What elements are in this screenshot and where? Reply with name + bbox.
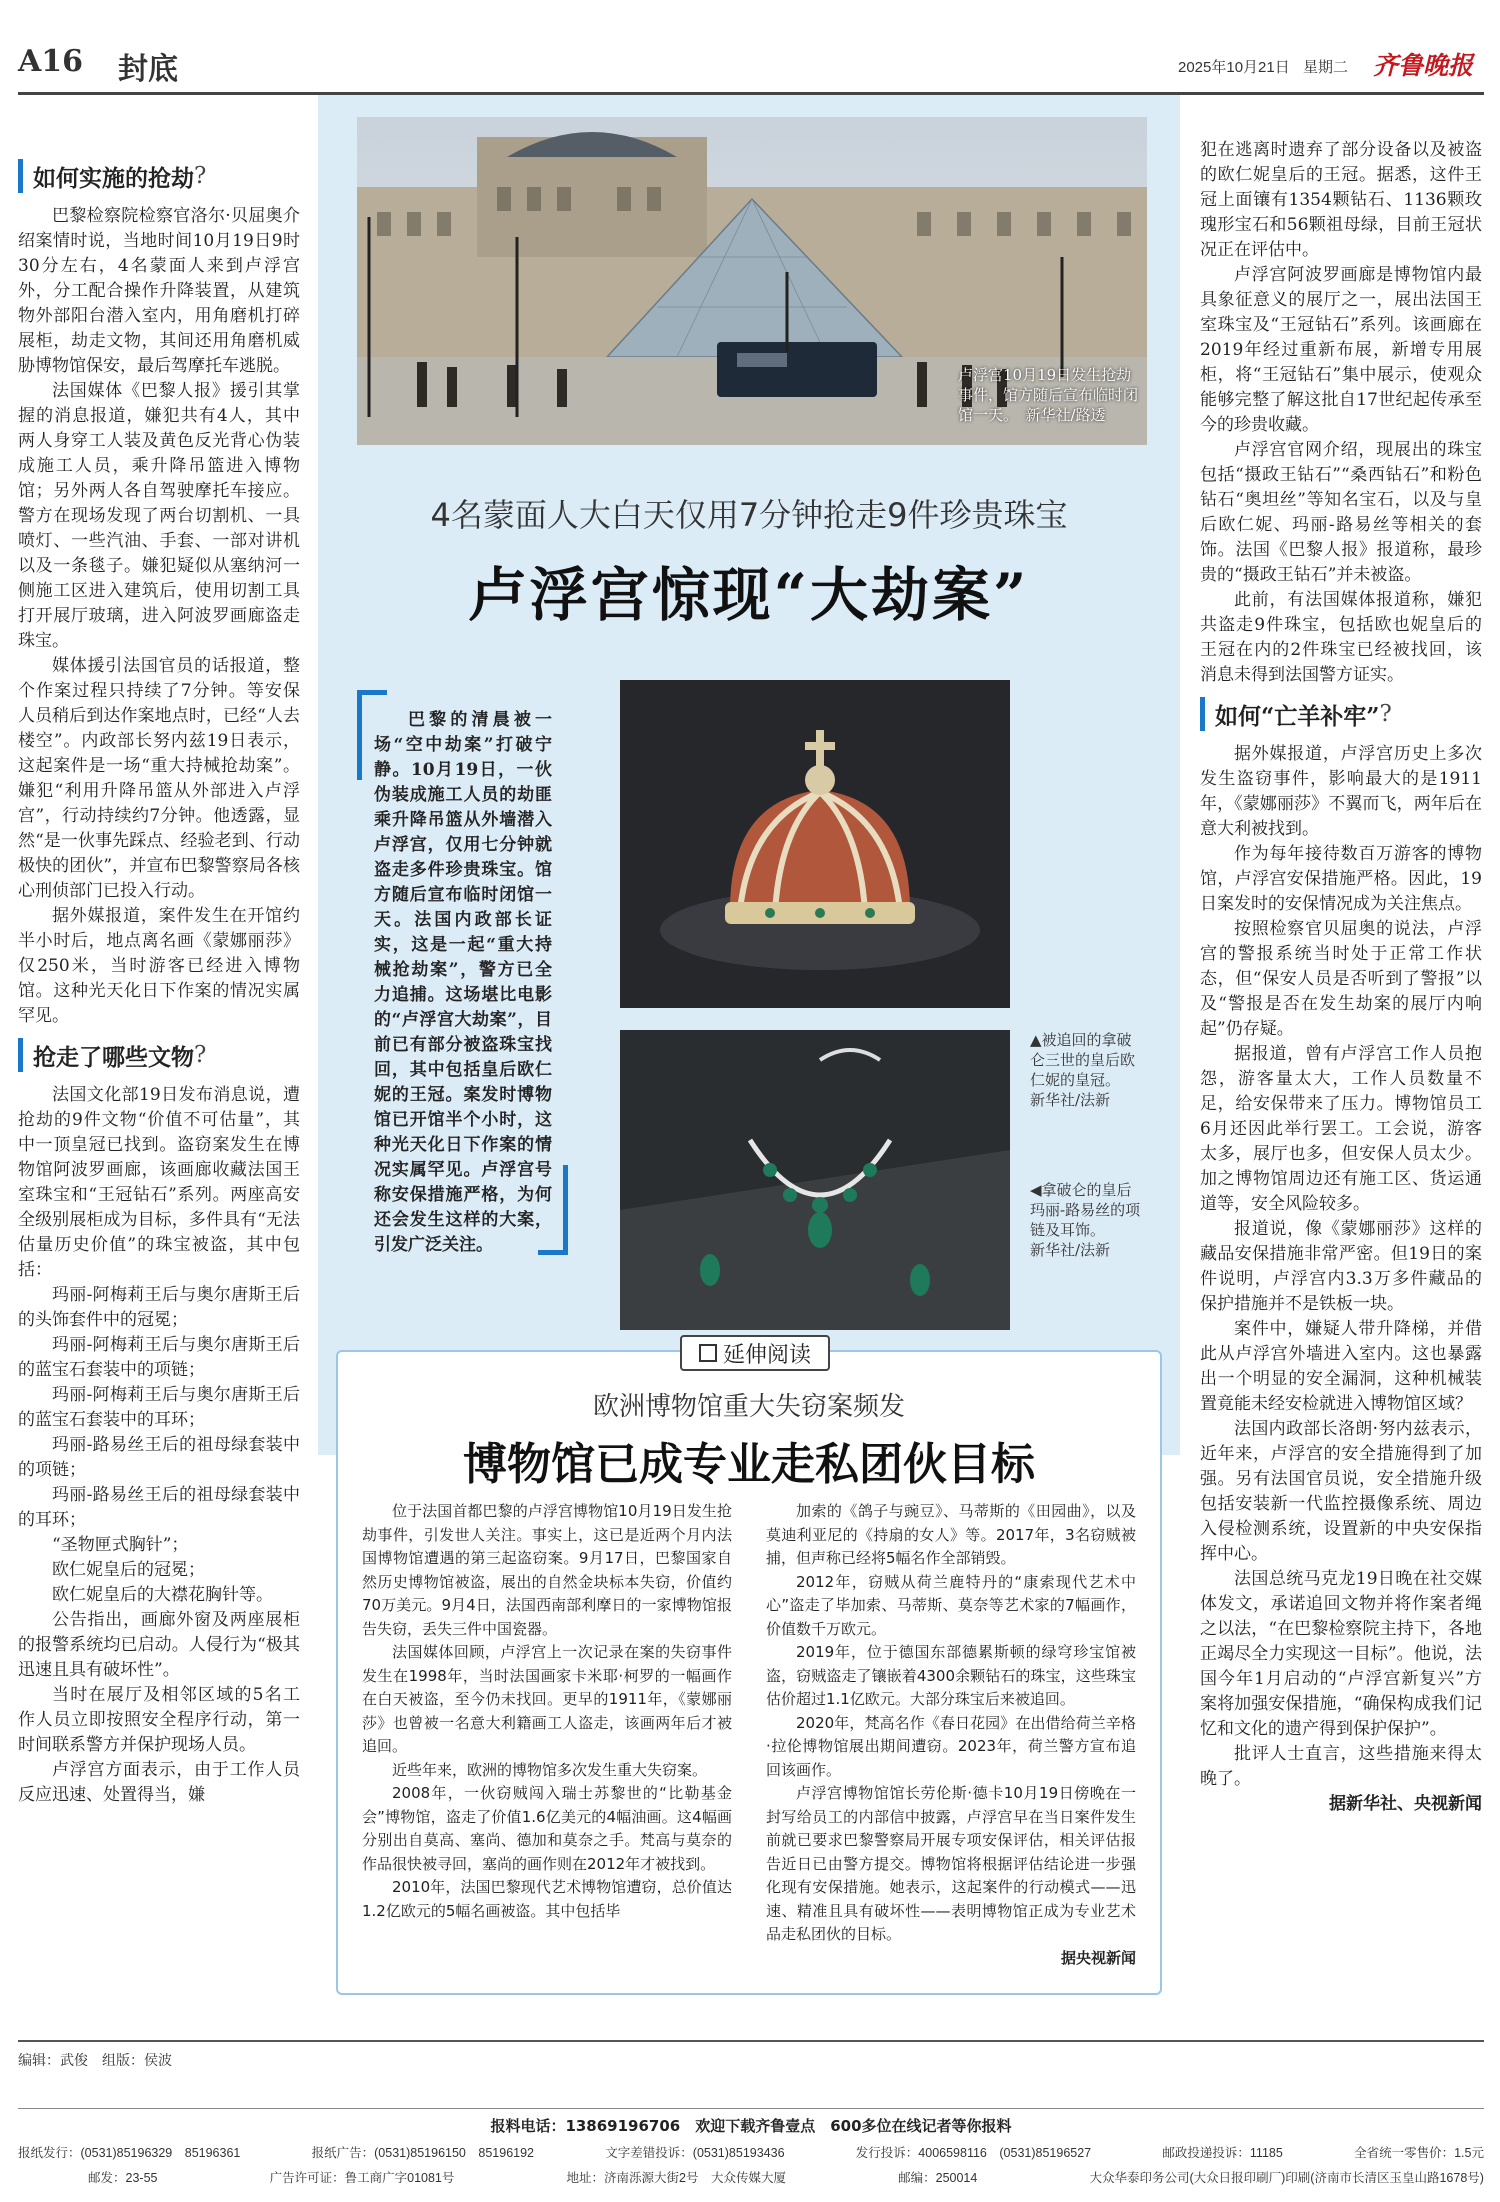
ext-source: 据央视新闻	[1060, 1948, 1136, 1967]
footer-row-1	[18, 2143, 1484, 2161]
footer-item: 邮政投递投诉：11185	[1162, 2146, 1283, 2160]
headline-title: 卢浮宫惊现“大劫案”	[468, 561, 1030, 629]
footer-item: 大众华泰印务公司(大众日报印刷厂)印刷(济南市长清区玉皇山路1678号)	[1089, 2171, 1484, 2185]
footer-rule-top	[18, 2040, 1484, 2042]
lead-frame-left	[357, 690, 362, 780]
footer-item: 报纸广告：(0531)85196150 85196192	[311, 2146, 535, 2160]
section-heading-remedy: 如何“亡羊补牢” ?	[1200, 694, 1482, 734]
ext-paragraph: 法国媒体回顾，卢浮宫上一次记录在案的失窃事件发生在1998年，当时法国画家卡米耶·柯罗的一幅画作在白天被盗，至今仍未找回。更早的1911年，《蒙娜丽莎》也曾被一名意大利籍画工人盗走，该画两年后才被追回。	[362, 1643, 732, 1755]
crown-caption-credit: 新华社/法新	[1030, 1091, 1111, 1109]
footer-item: 邮编：250014	[898, 2171, 978, 2185]
paragraph: 公告指出，画廊外窗及两座展柜的报警系统均已启动。人侵行为“极其迅速且具有破坏性”。	[18, 1610, 300, 1680]
ext-paragraph: 2019年，位于德国东部德累斯顿的绿穹珍宝馆被盗，窃贼盗走了镶嵌着4300余颗钻石的珠宝，这些珠宝估价超过1.1亿欧元。大部分珠宝后来被追回。	[766, 1643, 1136, 1708]
paragraph: “圣物匣式胸针”；	[52, 1535, 189, 1555]
footer-editors: 编辑：武俊 组版：侯波	[18, 2052, 172, 2068]
section-heading-text: 如何“亡羊补牢”	[1215, 702, 1380, 730]
footer-item: 发行投诉：4006598116 (0531)85196527	[855, 2146, 1092, 2160]
lead-frame-right	[563, 1165, 568, 1255]
page-header	[18, 40, 1484, 90]
paragraph: 当时在展厅及相邻区域的5名工作人员立即按照安全程序行动，第一时间联系警方并保护现场人员。	[18, 1685, 300, 1755]
paragraph: 案件中，嫌疑人带升降梯，并借此从卢浮宫外墙进入室内。这也暴露出一个明显的安全漏洞，这种机械装置竟能未经安检就进入博物馆区域？	[1200, 1319, 1482, 1414]
paragraph: 欧仁妮皇后的冠冕；	[52, 1560, 205, 1580]
left-column	[18, 150, 300, 2030]
ext-paragraph: 2010年，法国巴黎现代艺术博物馆遭窃，总价值达1.2亿欧元的5幅名画被盗。其中包括毕	[362, 1878, 732, 1920]
right-column	[1200, 138, 1482, 2038]
paragraph: 据报道，曾有卢浮宫工作人员抱怨，游客量太大，工作人员数量不足，给安保带来了压力。博物馆员工6月还因此举行罢工。工会说，游客太多，展厅也多，但安保人员太少。加之博物馆周边还有施工区、货运通道等，安全风险较多。	[1200, 1044, 1482, 1214]
paragraph: 作为每年接待数百万游客的博物馆，卢浮宫安保措施严格。因此，19日案发时的安保情况成为关注焦点。	[1200, 844, 1482, 914]
footer-item: 广告许可证：鲁工商广字01081号	[269, 2171, 455, 2185]
section-heading-text: 抢走了哪些文物	[33, 1043, 194, 1071]
crown-caption	[1030, 1030, 1145, 1110]
paragraph: 卢浮宫阿波罗画廊是博物馆内最具象征意义的展厅之一，展出法国王室珠宝及“王冠钻石”系列。该画廊在2019年经过重新布展，新增专用展柜，将“王冠钻石”集中展示，使观众能够完整了解这批自17世纪起传承至今的珍贵收藏。	[1200, 265, 1482, 435]
lead-frame-top	[357, 690, 387, 695]
paragraph: 法国总统马克龙19日晚在社交媒体发文，承诺追回文物并将作案者绳之以法，“在巴黎检察院主持下，各地正竭尽全力实现这一目标”。他说，法国今年1月启动的“卢浮宫新复兴”方案将加强安保措施，“确保构成我们记忆和文化的遗产得到保护保护”。	[1200, 1569, 1482, 1739]
headline-subtitle: 4名蒙面人大白天仅用7分钟抢走9件珍贵珠宝	[430, 496, 1068, 534]
ext-paragraph: 2012年，窃贼从荷兰鹿特丹的“康索现代艺术中心”盗走了毕加索、马蒂斯、莫奈等艺术家的7幅画作，价值数千万欧元。	[766, 1572, 1136, 1638]
footer-item: 邮发：23-55	[88, 2171, 158, 2185]
paragraph: 据外媒报道，卢浮宫历史上多次发生盗窃事件，影响最大的是1911年，《蒙娜丽莎》不翼而飞，两年后在意大利被找到。	[1200, 744, 1482, 839]
footer-rule	[18, 2108, 1484, 2109]
paragraph: 按照检察官贝屈奥的说法，卢浮宫的警报系统当时处于正常工作状态，但“保安人员是否听到了警报”以及“警报是否在发生劫案的展厅内响起”仍存疑。	[1200, 919, 1482, 1039]
crown-photo	[620, 680, 1010, 1008]
paragraph: 犯在逃离时遗弃了部分设备以及被盗的欧仁妮皇后的王冠。据悉，这件王冠上面镶有1354颗钻石、1136颗玫瑰形宝石和56颗祖母绿，目前王冠状况正在评估中。	[1200, 140, 1482, 260]
paragraph: 报道说，像《蒙娜丽莎》这样的藏品安保措施非常严密。但19日的案件说明，卢浮宫内3.3万多件藏品的保护措施并不是铁板一块。	[1200, 1219, 1482, 1314]
paragraph: 欧仁妮皇后的大襟花胸针等。	[52, 1585, 273, 1605]
extended-tag-label: 延伸阅读	[722, 1342, 811, 1368]
paragraph: 批评人士直言，这些措施来得太晚了。	[1200, 1744, 1482, 1789]
extended-col-1	[362, 1500, 732, 1923]
footer-item: 地址：济南泺源大街2号 大众传媒大厦	[566, 2171, 786, 2185]
footer-item: 全省统一零售价：1.5元	[1354, 2146, 1484, 2160]
newspaper-logo: 齐鲁晚报	[1373, 51, 1474, 80]
section-heading-what: 抢走了哪些文物 ?	[18, 1035, 300, 1075]
footer-row-2	[18, 2168, 1484, 2186]
paragraph: 玛丽-阿梅莉王后与奥尔唐斯王后的头饰套件中的冠冕；	[18, 1285, 300, 1330]
heading-bar	[1200, 697, 1205, 731]
lead-paragraph	[374, 708, 552, 1258]
necklace-caption	[1030, 1180, 1145, 1260]
footer-item: 文字差错投诉：(0531)85193436	[605, 2146, 785, 2160]
ext-paragraph: 2020年，梵高名作《春日花园》在出借给荷兰辛格·拉伦博物馆展出期间遭窃。2023年，荷兰警方宣布追回该画作。	[766, 1713, 1136, 1779]
ext-paragraph: 近些年来，欧洲的博物馆多次发生重大失窃案。	[392, 1760, 708, 1779]
ext-paragraph: 卢浮宫博物馆馆长劳伦斯·德卡10月19日傍晚在一封写给员工的内部信中披露，卢浮宫早在当日案件发生前就已要求巴黎警察局开展专项安保评估，相关评估报告近日已由警方提交。博物馆将根据评估结论进一步强化现有安保措施。她表示，这起案件的行动模式——迅速、精准且具有破坏性——表明博物馆正成为专业艺术品走私团伙的目标。	[766, 1784, 1136, 1943]
paragraph: 法国媒体《巴黎人报》援引其掌握的消息报道，嫌犯共有4人，其中两人身穿工人装及黄色反光背心伪装成施工人员，乘升降吊篮进入博物馆；另外两人各自驾驶摩托车接应。警方在现场发现了两台切割机、一具喷灯、一些汽油、手套、一部对讲机以及一条毯子。嫌犯疑似从塞纳河一侧施工区进入建筑后，使用切割工具打开展厅玻璃，进入阿波罗画廊盗走珠宝。	[18, 381, 300, 651]
paragraph: 此前，有法国媒体报道称，嫌犯共盗走9件珠宝，包括欧也妮皇后的王冠在内的2件珠宝已经被找回，该消息未得到法国警方证实。	[1200, 590, 1482, 685]
page-number: A16	[18, 44, 84, 79]
heading-bar	[18, 1038, 23, 1072]
paragraph: 玛丽-路易丝王后的祖母绿套装中的耳环；	[18, 1485, 300, 1530]
paragraph: 法国内政部长洛朗·努内兹表示，近年来，卢浮宫的安全措施得到了加强。另有法国官员说，安全措施升级包括安装新一代监控摄像系统、周边入侵检测系统，设置新的中央安保指挥中心。	[1200, 1419, 1482, 1564]
section-heading-how: 如何实施的抢劫 ?	[18, 156, 300, 196]
extended-subtitle: 欧洲博物馆重大失窃案频发	[592, 1392, 905, 1422]
top-photo-caption: 卢浮宫10月19日发生抢劫事件，馆方随后宣布临时闭馆一天。 新华社/路透	[958, 366, 1139, 424]
paragraph: 巴黎检察院检察官洛尔·贝屈奥介绍案情时说，当地时间10月19日9时30分左右，4名蒙面人来到卢浮宫外，分工配合操作升降装置，从建筑物外部阳台潜入室内，用角磨机打碎展柜，劫走文物，其间还用角磨机威胁博物馆保安，最后驾摩托车逃脱。	[18, 206, 300, 376]
paragraph: 玛丽-阿梅莉王后与奥尔唐斯王后的蓝宝石套装中的耳环；	[18, 1385, 300, 1430]
heading-bar	[18, 159, 23, 193]
paragraph: 卢浮宫方面表示，由于工作人员反应迅速、处置得当，嫌	[18, 1760, 300, 1805]
section-heading-text: 如何实施的抢劫	[33, 164, 194, 192]
necklace-caption-credit: 新华社/法新	[1030, 1241, 1111, 1259]
paragraph: 媒体援引法国官员的话报道，整个作案过程只持续了7分钟。等安保人员稍后到达作案地点时，已经“人去楼空”。内政部长努内兹19日表示，这起案件是一场“重大持械抢劫案”。嫌犯“利用升降吊篮从外部进入卢浮宫”，行动持续约7分钟。他透露，显然“是一伙事先踩点、经验老到、行动极快的团伙”，并宣布巴黎警察局各核心刑侦部门已投入行动。	[18, 656, 300, 901]
ext-paragraph: 加索的《鸽子与豌豆》、马蒂斯的《田园曲》，以及莫迪利亚尼的《持扇的女人》等。2017年，3名窃贼被捕，但声称已经将5幅名作全部销毁。	[766, 1502, 1136, 1567]
paragraph: 卢浮宫官网介绍，现展出的珠宝包括“摄政王钻石”“桑西钻石”和粉色钻石“奥坦丝”等知名宝石，以及与皇后欧仁妮、玛丽-路易丝等相关的套饰。法国《巴黎人报》报道称，最珍贵的“摄政王钻石”并未被盗。	[1200, 440, 1482, 585]
ext-paragraph: 位于法国首都巴黎的卢浮宫博物馆10月19日发生抢劫事件，引发世人关注。事实上，这已是近两个月内法国博物馆遭遇的第三起盗窃案。9月17日，巴黎国家自然历史博物馆被盗，展出的自然金块标本失窃，价值约70万美元。9月4日，法国西南部利摩日的一家博物馆报告失窃，丢失三件中国瓷器。	[362, 1502, 732, 1638]
extended-tag	[680, 1335, 830, 1371]
section-name: 封底	[118, 52, 178, 87]
paragraph: 玛丽-路易丝王后的祖母绿套装中的项链；	[18, 1435, 300, 1480]
weekday: 星期二	[1303, 59, 1349, 76]
paragraph: 玛丽-阿梅莉王后与奥尔唐斯王后的蓝宝石套装中的项链；	[18, 1335, 300, 1380]
paragraph: 据外媒报道，案件发生在开馆约半小时后，地点离名画《蒙娜丽莎》仅250米，当时游客已经进入博物馆。这种光天化日下作案的情况实属罕见。	[18, 906, 300, 1026]
article-source: 据新华社、央视新闻	[1329, 1794, 1482, 1814]
extended-col-2	[766, 1500, 1136, 1970]
ext-paragraph: 2008年，一伙窃贼闯入瑞士苏黎世的“比勒基金会”博物馆，盗走了价值1.6亿美元的4幅油画。这4幅画分别出自莫高、塞尚、德加和莫奈之手。梵高与莫奈的作品很快被寻回，塞尚的画作则在2012年才被找到。	[362, 1784, 732, 1873]
necklace-caption-text: ◀拿破仑的皇后玛丽-路易丝的项链及耳饰。	[1030, 1181, 1141, 1239]
book-icon	[699, 1344, 717, 1362]
extended-title: 博物馆已成专业走私团伙目标	[463, 1439, 1035, 1490]
issue-date: 2025年10月21日	[1178, 59, 1290, 76]
necklace-photo	[620, 1030, 1010, 1330]
lead-text: 巴黎的清晨被一场“空中劫案”打破宁静。10月19日，一伙伪装成施工人员的劫匪乘升降吊篮从外墙潜入卢浮宫，仅用七分钟就盗走多件珍贵珠宝。馆方随后宣布临时闭馆一天。法国内政部长证实，这是一起“重大持械抢劫案”，警方已全力追捕。这场堪比电影的“卢浮宫大劫案”，目前已有部分被盗珠宝找回，其中包括皇后欧仁妮的王冠。案发时博物馆已开馆半个小时，这种光天化日下作案的情况实属罕见。卢浮宫号称安保措施严格，为何还会发生这样的大案，引发广泛关注。	[374, 710, 552, 1255]
footer-hotline: 报料电话：13869196706 欢迎下载齐鲁壹点 600多位在线记者等你报料	[490, 2117, 1012, 2135]
paragraph: 法国文化部19日发布消息说，遭抢劫的9件文物“价值不可估量”，其中一顶皇冠已找到。盗窃案发生在博物馆阿波罗画廊，该画廊收藏法国王室珠宝和“王冠钻石”系列。两座高安全级别展柜成为目标，多件具有“无法估量历史价值”的珠宝被盗，其中包括：	[18, 1085, 300, 1280]
crown-caption-text: ▲被追回的拿破仑三世的皇后欧仁妮的皇冠。	[1030, 1031, 1136, 1089]
footer-item: 报纸发行：(0531)85196329 85196361	[18, 2146, 241, 2160]
